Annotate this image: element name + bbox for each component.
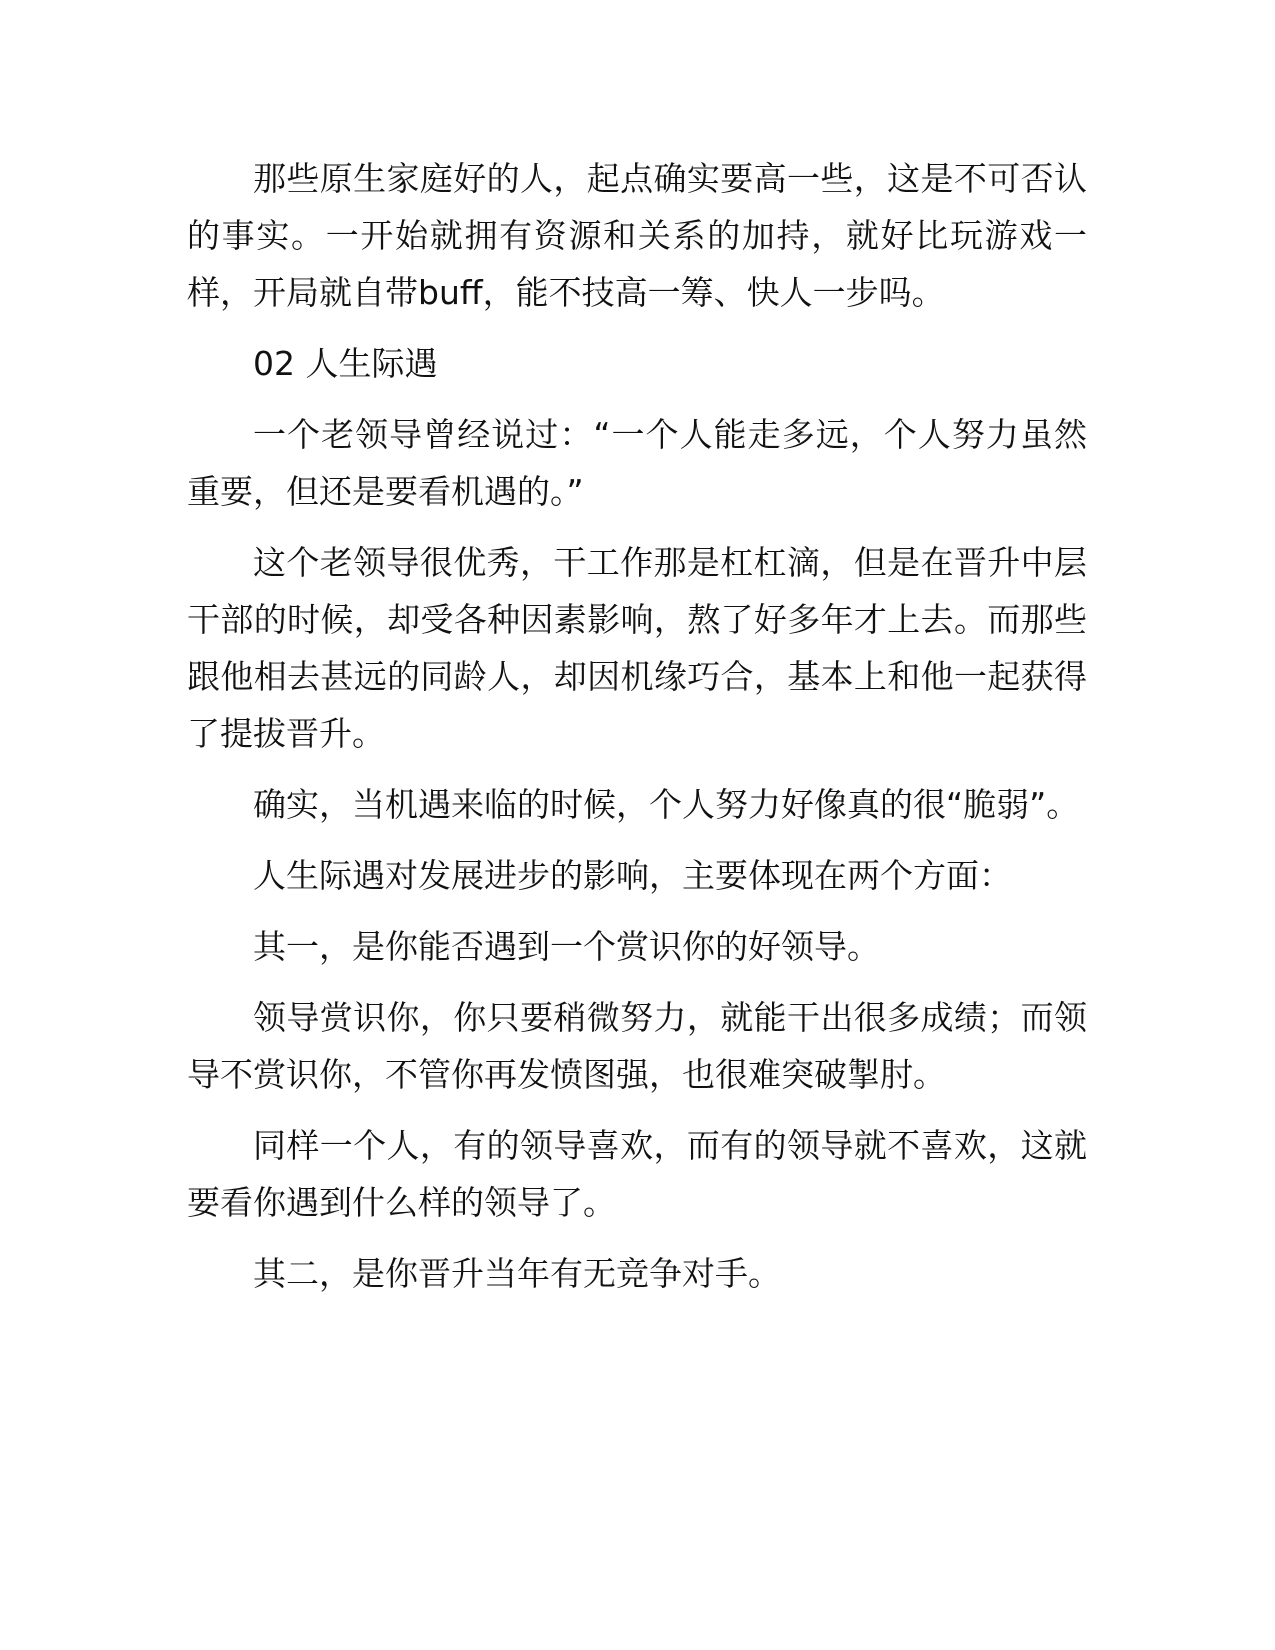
paragraph-old-leader-story: 这个老领导很优秀，干工作那是杠杠滴，但是在晋升中层干部的时候，却受各种因素影响，熬了好多年才上去。而那些跟他相去甚远的同龄人，却因机缘巧合，基本上和他一起获得了提拔晋升。 [187,543,1087,753]
paragraph-origin-family: 那些原生家庭好的人，起点确实要高一些，这是不可否认的事实。一开始就拥有资源和关系的加持，就好比玩游戏一样，开局就自带buff，能不技高一筹、快人一步吗。 [187,159,1087,312]
paragraph-effort-fragile: 确实，当机遇来临的时候，个人努力好像真的很“脆弱”。 [253,785,1080,824]
paragraph-different-leaders: 同样一个人，有的领导喜欢，而有的领导就不喜欢，这就要看你遇到什么样的领导了。 [187,1126,1087,1222]
paragraph-two-aspects: 人生际遇对发展进步的影响，主要体现在两个方面： [253,856,1012,895]
paragraph-leader-appreciation: 领导赏识你，你只要稍微努力，就能干出很多成绩；而领导不赏识你，不管你再发愤图强，也很难突破掣肘。 [187,998,1087,1094]
paragraph-old-leader-quote: 一个老领导曾经说过：“一个人能走多远，个人努力虽然重要，但还是要看机遇的。” [187,415,1087,511]
document-body [187,150,1087,1316]
section-heading-life-opportunity: 02 人生际遇 [253,344,438,383]
paragraph-aspect-two: 其二，是你晋升当年有无竞争对手。 [253,1254,781,1293]
paragraph-aspect-one: 其一，是你能否遇到一个赏识你的好领导。 [253,927,880,966]
